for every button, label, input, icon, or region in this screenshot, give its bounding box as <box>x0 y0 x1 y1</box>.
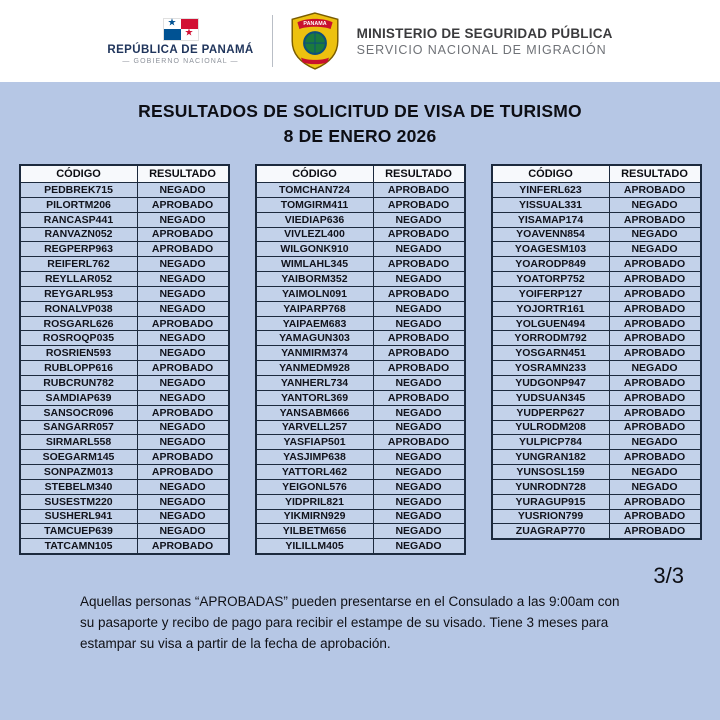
codigo-cell: WIMLAHL345 <box>256 257 374 272</box>
table-row <box>20 346 229 361</box>
resultado-cell: APROBADO <box>137 405 229 420</box>
codigo-cell: RUBLOPP616 <box>20 361 138 376</box>
table-row <box>256 331 465 346</box>
resultado-cell: APROBADO <box>137 450 229 465</box>
service-title: SERVICIO NACIONAL DE MIGRACIÓN <box>356 42 607 57</box>
codigo-cell: YOAVENN854 <box>492 227 610 242</box>
table-row <box>492 361 701 376</box>
table-row <box>492 465 701 480</box>
codigo-cell: PILORTM206 <box>20 197 138 212</box>
resultado-cell: APROBADO <box>609 301 701 316</box>
resultado-cell: NEGADO <box>137 390 229 405</box>
codigo-cell: YAIPAEM683 <box>256 316 374 331</box>
resultado-cell: NEGADO <box>373 242 465 257</box>
resultado-cell: NEGADO <box>137 301 229 316</box>
resultado-cell: APROBADO <box>373 331 465 346</box>
codigo-cell: YOJORTR161 <box>492 301 610 316</box>
codigo-cell: YANMIRM374 <box>256 346 374 361</box>
resultado-cell: NEGADO <box>373 479 465 494</box>
resultado-cell: NEGADO <box>609 227 701 242</box>
table-row <box>20 450 229 465</box>
codigo-cell: YASJIMP638 <box>256 450 374 465</box>
table-row <box>256 346 465 361</box>
codigo-cell: YOSRAMN233 <box>492 361 610 376</box>
resultado-cell: NEGADO <box>137 509 229 524</box>
letterhead <box>0 0 720 82</box>
table-row <box>20 286 229 301</box>
table-row <box>20 509 229 524</box>
codigo-cell: YINFERL623 <box>492 183 610 198</box>
table-row <box>20 420 229 435</box>
table-row <box>20 272 229 287</box>
codigo-cell: YUDGONP947 <box>492 375 610 390</box>
codigo-cell: YANTORL369 <box>256 390 374 405</box>
resultado-cell: NEGADO <box>609 361 701 376</box>
resultado-cell: APROBADO <box>373 227 465 242</box>
resultado-cell: NEGADO <box>137 257 229 272</box>
resultado-cell: NEGADO <box>137 346 229 361</box>
resultado-cell: NEGADO <box>373 509 465 524</box>
codigo-cell: SIRMARL558 <box>20 435 138 450</box>
codigo-cell: STEBELM340 <box>20 479 138 494</box>
table-row <box>20 435 229 450</box>
codigo-header: CÓDIGO <box>256 165 374 183</box>
table-row <box>256 197 465 212</box>
ministry-text-block <box>357 26 613 57</box>
resultado-cell: NEGADO <box>373 301 465 316</box>
codigo-cell: YARVELL257 <box>256 420 374 435</box>
table-row <box>256 465 465 480</box>
codigo-cell: VIVLEZL400 <box>256 227 374 242</box>
table-row <box>492 509 701 524</box>
resultado-cell: NEGADO <box>373 212 465 227</box>
table-row <box>20 242 229 257</box>
header-divider <box>272 15 273 67</box>
resultado-cell: NEGADO <box>373 524 465 539</box>
table-row <box>20 257 229 272</box>
codigo-cell: WILGONK910 <box>256 242 374 257</box>
codigo-cell: YUNSOSL159 <box>492 465 610 480</box>
government-subtitle: — GOBIERNO NACIONAL — <box>122 57 239 65</box>
resultado-cell: APROBADO <box>609 494 701 509</box>
resultado-cell: NEGADO <box>373 494 465 509</box>
resultado-cell: NEGADO <box>137 212 229 227</box>
resultado-cell: APROBADO <box>609 272 701 287</box>
codigo-cell: YISAMAP174 <box>492 212 610 227</box>
codigo-cell: TATCAMN105 <box>20 539 138 554</box>
resultado-cell: APROBADO <box>609 405 701 420</box>
codigo-cell: REGPERP963 <box>20 242 138 257</box>
resultado-cell: APROBADO <box>373 257 465 272</box>
codigo-cell: RUBCRUN782 <box>20 375 138 390</box>
codigo-cell: ROSRIEN593 <box>20 346 138 361</box>
table-row <box>20 316 229 331</box>
flag-quarter-blue-star <box>164 19 181 30</box>
resultado-cell: NEGADO <box>373 450 465 465</box>
codigo-cell: REYLLAR052 <box>20 272 138 287</box>
table-row <box>256 420 465 435</box>
codigo-cell: YORRODM792 <box>492 331 610 346</box>
page-title <box>0 99 720 149</box>
codigo-cell: YIDPRIL821 <box>256 494 374 509</box>
codigo-cell: YUDPERP627 <box>492 405 610 420</box>
table-row <box>256 375 465 390</box>
resultado-cell: APROBADO <box>137 465 229 480</box>
codigo-cell: YUNRODN728 <box>492 479 610 494</box>
resultado-cell: APROBADO <box>137 361 229 376</box>
codigo-cell: YISSUAL331 <box>492 197 610 212</box>
table-row <box>256 405 465 420</box>
resultado-cell: APROBADO <box>373 390 465 405</box>
table-row <box>20 331 229 346</box>
table-row <box>20 197 229 212</box>
codigo-cell: YEIGONL576 <box>256 479 374 494</box>
codigo-cell: VIEDIAP636 <box>256 212 374 227</box>
results-table-1 <box>19 164 230 555</box>
document-body <box>0 82 720 720</box>
resultado-cell: NEGADO <box>137 375 229 390</box>
resultado-cell: APROBADO <box>609 509 701 524</box>
table-header-row <box>492 165 701 183</box>
table-row <box>492 479 701 494</box>
table-row <box>492 420 701 435</box>
codigo-cell: YILBETM656 <box>256 524 374 539</box>
codigo-cell: REIFERL762 <box>20 257 138 272</box>
table-row <box>20 494 229 509</box>
resultado-cell: NEGADO <box>137 183 229 198</box>
codigo-cell: RONALVP038 <box>20 301 138 316</box>
resultado-cell: APROBADO <box>137 242 229 257</box>
table-row <box>492 286 701 301</box>
table-row <box>20 479 229 494</box>
table-row <box>256 524 465 539</box>
codigo-cell: YOAGESM103 <box>492 242 610 257</box>
table-row <box>20 361 229 376</box>
table-row <box>492 450 701 465</box>
resultado-cell: APROBADO <box>609 257 701 272</box>
codigo-cell: RANVAZN052 <box>20 227 138 242</box>
table-row <box>256 435 465 450</box>
codigo-cell: TAMCUEP639 <box>20 524 138 539</box>
resultado-cell: NEGADO <box>137 286 229 301</box>
table-row <box>20 212 229 227</box>
codigo-cell: YAIBORM352 <box>256 272 374 287</box>
results-table-2 <box>255 164 466 555</box>
panama-flag-icon <box>163 18 199 41</box>
table-row <box>256 509 465 524</box>
table-row <box>492 435 701 450</box>
codigo-cell: YOARODP849 <box>492 257 610 272</box>
resultado-cell: NEGADO <box>373 539 465 554</box>
table-row <box>256 272 465 287</box>
resultado-cell: NEGADO <box>137 494 229 509</box>
resultado-cell: NEGADO <box>137 524 229 539</box>
codigo-cell: PEDBREK715 <box>20 183 138 198</box>
resultado-header: RESULTADO <box>137 165 229 183</box>
codigo-cell: YOLGUEN494 <box>492 316 610 331</box>
resultado-cell: NEGADO <box>609 197 701 212</box>
resultado-cell: APROBADO <box>373 183 465 198</box>
codigo-cell: SUSESTM220 <box>20 494 138 509</box>
codigo-cell: SONPAZM013 <box>20 465 138 480</box>
table-row <box>256 539 465 554</box>
table-row <box>492 272 701 287</box>
table-row <box>492 242 701 257</box>
resultado-cell: NEGADO <box>373 316 465 331</box>
resultado-cell: NEGADO <box>609 435 701 450</box>
table-row <box>20 301 229 316</box>
resultado-header: RESULTADO <box>609 165 701 183</box>
codigo-cell: ZUAGRAP770 <box>492 524 610 539</box>
table-row <box>492 183 701 198</box>
flag-quarter-red-star <box>181 29 198 40</box>
table-row <box>256 286 465 301</box>
codigo-cell: TOMCHAN724 <box>256 183 374 198</box>
codigo-cell: SANSOCR096 <box>20 405 138 420</box>
table-row <box>492 257 701 272</box>
resultado-cell: NEGADO <box>137 435 229 450</box>
codigo-cell: YATTORL462 <box>256 465 374 480</box>
ministry-title: MINISTERIO DE SEGURIDAD PÚBLICA <box>356 25 613 41</box>
table-row <box>20 375 229 390</box>
table-row <box>492 197 701 212</box>
codigo-cell: YAMAGUN303 <box>256 331 374 346</box>
table-row <box>256 227 465 242</box>
table-row <box>492 494 701 509</box>
resultado-cell: APROBADO <box>137 197 229 212</box>
table-row <box>492 375 701 390</box>
table-row <box>492 331 701 346</box>
resultado-cell: APROBADO <box>609 450 701 465</box>
codigo-cell: YUNGRAN182 <box>492 450 610 465</box>
table-row <box>256 494 465 509</box>
resultado-header: RESULTADO <box>373 165 465 183</box>
migration-crest-icon <box>291 12 339 70</box>
table-row <box>492 301 701 316</box>
codigo-cell: YANHERL734 <box>256 375 374 390</box>
codigo-cell: YOIFERP127 <box>492 286 610 301</box>
table-row <box>492 405 701 420</box>
resultado-cell: APROBADO <box>609 331 701 346</box>
page-indicator: 3/3 <box>653 563 684 589</box>
resultado-cell: APROBADO <box>609 346 701 361</box>
resultado-cell: NEGADO <box>373 465 465 480</box>
table-row <box>20 405 229 420</box>
resultado-cell: APROBADO <box>609 286 701 301</box>
resultado-cell: NEGADO <box>373 272 465 287</box>
resultado-cell: APROBADO <box>137 227 229 242</box>
resultado-cell: APROBADO <box>373 435 465 450</box>
republic-title: REPÚBLICA DE PANAMÁ <box>107 43 254 56</box>
codigo-cell: YUSRION799 <box>492 509 610 524</box>
table-row <box>256 257 465 272</box>
table-row <box>256 361 465 376</box>
results-table-3 <box>491 164 702 540</box>
codigo-cell: SUSHERL941 <box>20 509 138 524</box>
codigo-cell: YULPICP784 <box>492 435 610 450</box>
table-row <box>20 524 229 539</box>
codigo-cell: YASFIAP501 <box>256 435 374 450</box>
codigo-cell: YANSABM666 <box>256 405 374 420</box>
table-row <box>20 183 229 198</box>
resultado-cell: NEGADO <box>373 405 465 420</box>
resultado-cell: APROBADO <box>609 390 701 405</box>
resultado-cell: NEGADO <box>609 242 701 257</box>
codigo-header: CÓDIGO <box>20 165 138 183</box>
table-row <box>256 242 465 257</box>
resultado-cell: NEGADO <box>137 420 229 435</box>
table-row <box>256 479 465 494</box>
table-row <box>256 316 465 331</box>
resultado-cell: APROBADO <box>609 212 701 227</box>
resultado-cell: NEGADO <box>137 272 229 287</box>
panama-government-logo <box>107 18 253 65</box>
resultado-cell: NEGADO <box>609 465 701 480</box>
codigo-cell: YURAGUP915 <box>492 494 610 509</box>
codigo-cell: ROSGARL626 <box>20 316 138 331</box>
codigo-cell: REYGARL953 <box>20 286 138 301</box>
table-row <box>256 301 465 316</box>
resultado-cell: APROBADO <box>373 286 465 301</box>
table-row <box>20 465 229 480</box>
resultado-cell: APROBADO <box>137 539 229 554</box>
codigo-cell: YANMEDM928 <box>256 361 374 376</box>
resultado-cell: APROBADO <box>373 361 465 376</box>
table-row <box>20 390 229 405</box>
resultado-cell: NEGADO <box>137 331 229 346</box>
table-row <box>492 346 701 361</box>
resultado-cell: APROBADO <box>609 524 701 539</box>
codigo-cell: SANGARR057 <box>20 420 138 435</box>
codigo-cell: YILILLM405 <box>256 539 374 554</box>
resultado-cell: NEGADO <box>609 479 701 494</box>
table-row <box>256 212 465 227</box>
codigo-cell: YAIMOLN091 <box>256 286 374 301</box>
crest-banner-text: PANAMA <box>303 21 327 28</box>
resultado-cell: NEGADO <box>373 375 465 390</box>
resultado-cell: APROBADO <box>609 375 701 390</box>
flag-quarter-blue <box>164 29 181 40</box>
codigo-cell: SAMDIAP639 <box>20 390 138 405</box>
codigo-cell: YOSGARN451 <box>492 346 610 361</box>
table-row <box>492 390 701 405</box>
resultado-cell: NEGADO <box>137 479 229 494</box>
resultado-cell: APROBADO <box>609 420 701 435</box>
resultado-cell: NEGADO <box>373 420 465 435</box>
resultado-cell: APROBADO <box>609 183 701 198</box>
table-row <box>492 524 701 539</box>
table-header-row <box>256 165 465 183</box>
codigo-cell: TOMGIRM411 <box>256 197 374 212</box>
resultado-cell: APROBADO <box>373 346 465 361</box>
codigo-cell: YULRODM208 <box>492 420 610 435</box>
codigo-cell: YUDSUAN345 <box>492 390 610 405</box>
codigo-cell: YIKMIRN929 <box>256 509 374 524</box>
table-header-row <box>20 165 229 183</box>
codigo-cell: ROSROQP035 <box>20 331 138 346</box>
codigo-cell: SOEGARM145 <box>20 450 138 465</box>
table-row <box>492 316 701 331</box>
codigo-cell: RANCASP441 <box>20 212 138 227</box>
table-row <box>20 227 229 242</box>
resultado-cell: APROBADO <box>373 197 465 212</box>
resultado-cell: APROBADO <box>137 316 229 331</box>
codigo-cell: YAIPARP768 <box>256 301 374 316</box>
table-row <box>20 539 229 554</box>
table-row <box>492 227 701 242</box>
codigo-cell: YOATORP752 <box>492 272 610 287</box>
results-tables <box>0 164 720 555</box>
table-row <box>256 450 465 465</box>
footer-note: Aquellas personas “APROBADAS” pueden presentarse en el Consulado a las 9:00am con su pasaporte y recibo de pago para recibir el estampe de su visado. Tiene 3 meses para estampar su visa a partir de la fecha de aprobación. <box>80 594 620 652</box>
resultado-cell: APROBADO <box>609 316 701 331</box>
table-row <box>492 212 701 227</box>
table-row <box>256 183 465 198</box>
table-row <box>256 390 465 405</box>
codigo-header: CÓDIGO <box>492 165 610 183</box>
page-title-line2: 8 DE ENERO 2026 <box>283 126 437 146</box>
page-title-line1: RESULTADOS DE SOLICITUD DE VISA DE TURISMO <box>138 101 582 121</box>
